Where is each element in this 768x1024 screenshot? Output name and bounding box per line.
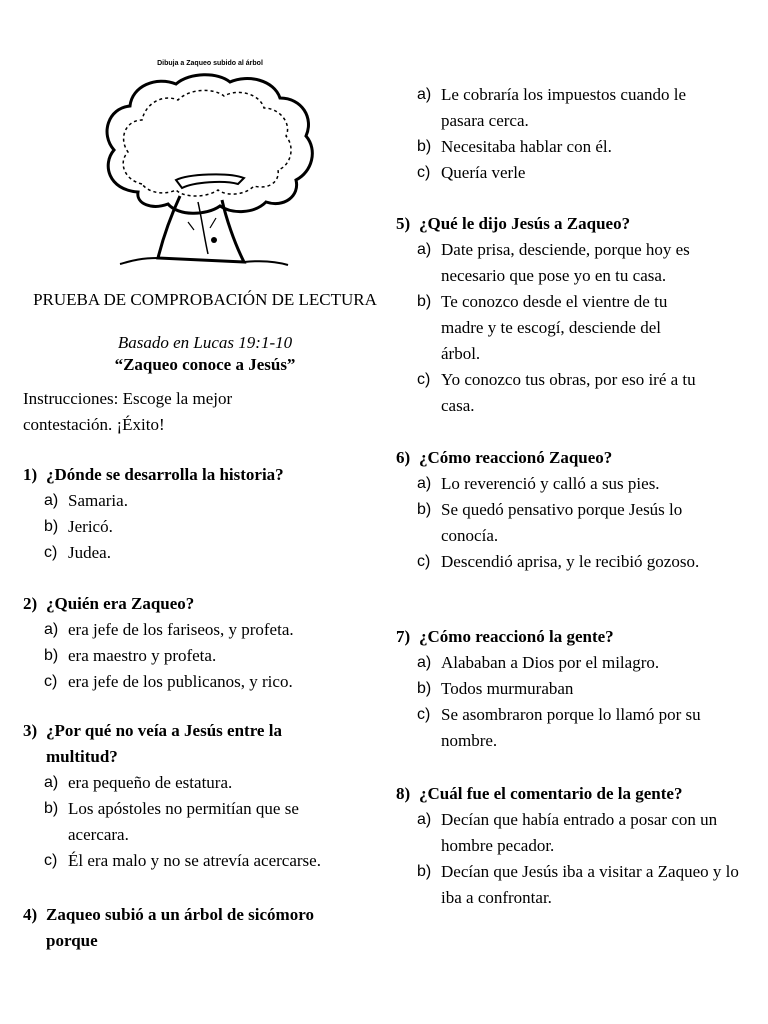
test-title: PRUEBA DE COMPROBACIÓN DE LECTURA <box>33 290 377 309</box>
drawing-caption: Dibuja a Zaqueo subido al árbol <box>157 60 263 67</box>
answer-option[interactable] <box>396 237 726 289</box>
answer-option[interactable] <box>23 643 353 669</box>
question-7 <box>396 624 726 754</box>
option-letter: b) <box>417 680 432 697</box>
story-title: “Zaqueo conoce a Jesús” <box>114 355 296 374</box>
answer-option[interactable] <box>23 796 358 848</box>
question-6 <box>396 445 726 575</box>
option-text: Se quedó pensativo porque Jesús lo conocía. <box>441 500 683 545</box>
option-text: Quería verle <box>441 163 526 182</box>
option-text: Samaria. <box>68 491 128 510</box>
question-text: ¿Cómo reaccionó Zaqueo? <box>419 448 613 467</box>
option-letter: c) <box>417 553 431 570</box>
option-text: era jefe de los fariseos, y profeta. <box>68 620 294 639</box>
question-text: ¿Qué le dijo Jesús a Zaqueo? <box>419 214 631 233</box>
question-text: ¿Dónde se desarrolla la historia? <box>46 465 284 484</box>
option-text: Los apóstoles no permitían que se acercara. <box>68 799 299 844</box>
question-number: 5) <box>396 214 411 233</box>
option-text: Le cobraría los impuestos cuando le pasara cerca. <box>441 85 687 130</box>
question-number: 1) <box>23 465 38 484</box>
answer-option[interactable] <box>396 549 701 575</box>
test-subtitle: Basado en Lucas 19:1-10 <box>117 333 293 352</box>
question-3 <box>23 718 323 874</box>
question-4 <box>23 902 353 954</box>
answer-option[interactable] <box>23 514 353 540</box>
option-letter: c) <box>44 852 58 869</box>
option-text: Te conozco desde el vientre de tu madre y te escogí, desciende del árbol. <box>441 292 668 363</box>
answer-option[interactable] <box>396 807 768 859</box>
question-2 <box>23 591 353 695</box>
option-letter: b) <box>417 501 432 518</box>
question-text: Zaqueo subió a un árbol de sicómoro porque <box>46 905 314 950</box>
question-text: ¿Cuál fue el comentario de la gente? <box>419 784 683 803</box>
answer-option[interactable] <box>396 134 736 160</box>
question-number: 7) <box>396 627 411 646</box>
question-number: 6) <box>396 448 411 467</box>
option-letter: a) <box>417 86 432 103</box>
option-letter: b) <box>44 647 59 664</box>
option-letter: c) <box>44 544 58 561</box>
option-text: Alababan a Dios por el milagro. <box>441 653 660 672</box>
answer-option[interactable] <box>23 617 353 643</box>
option-letter: b) <box>417 138 432 155</box>
question-1 <box>23 462 353 566</box>
answer-option[interactable] <box>396 702 741 754</box>
option-letter: a) <box>44 774 59 791</box>
option-letter: a) <box>417 654 432 671</box>
question-number: 2) <box>23 594 38 613</box>
option-text: Jericó. <box>68 517 113 536</box>
answer-option[interactable] <box>396 676 726 702</box>
option-letter: a) <box>417 475 432 492</box>
answer-option[interactable] <box>396 497 741 549</box>
answer-option[interactable] <box>23 770 323 796</box>
option-letter: b) <box>44 518 59 535</box>
option-letter: b) <box>417 293 432 310</box>
option-text: era pequeño de estatura. <box>68 773 233 792</box>
answer-option[interactable] <box>23 488 353 514</box>
option-text: Judea. <box>68 543 111 562</box>
option-text: Decían que había entrado a posar con un hombre pecador. <box>441 810 718 855</box>
option-text: Yo conozco tus obras, por eso iré a tu casa. <box>441 370 696 415</box>
option-text: Todos murmuraban <box>441 679 574 698</box>
option-letter: b) <box>417 863 432 880</box>
answer-option[interactable] <box>23 669 353 695</box>
answer-option[interactable] <box>396 367 721 419</box>
answer-option[interactable] <box>396 160 736 186</box>
answer-option[interactable] <box>23 540 353 566</box>
tree-illustration <box>98 72 320 266</box>
option-letter: c) <box>417 706 431 723</box>
option-text: Lo reverenció y calló a sus pies. <box>441 474 660 493</box>
instructions: Instrucciones: Escoge la mejor contestación. ¡Éxito! <box>23 389 233 434</box>
answer-option[interactable] <box>396 82 726 134</box>
question-text: ¿Quién era Zaqueo? <box>46 594 195 613</box>
option-letter: a) <box>417 241 432 258</box>
question-text: ¿Cómo reaccionó la gente? <box>419 627 614 646</box>
option-letter: a) <box>44 621 59 638</box>
question-4-continued <box>396 82 736 186</box>
question-5 <box>396 211 726 419</box>
option-text: Descendió aprisa, y le recibió gozoso. <box>441 552 700 571</box>
option-text: Él era malo y no se atrevía acercarse. <box>68 851 321 870</box>
option-text: Decían que Jesús iba a visitar a Zaqueo y lo iba a confrontar. <box>441 862 739 907</box>
answer-option[interactable] <box>396 859 741 911</box>
question-number: 4) <box>23 905 38 924</box>
question-number: 8) <box>396 784 411 803</box>
question-number: 3) <box>23 721 38 740</box>
option-letter: c) <box>44 673 58 690</box>
option-text: Date prisa, desciende, porque hoy es necesario que pose yo en tu casa. <box>441 240 690 285</box>
option-text: Se asombraron porque lo llamó por su nombre. <box>441 705 701 750</box>
option-text: Necesitaba hablar con él. <box>441 137 612 156</box>
answer-option[interactable] <box>396 289 701 367</box>
question-8 <box>396 781 739 911</box>
option-letter: c) <box>417 164 431 181</box>
option-text: era maestro y profeta. <box>68 646 217 665</box>
answer-option[interactable] <box>396 650 726 676</box>
option-letter: a) <box>44 492 59 509</box>
option-letter: b) <box>44 800 59 817</box>
option-text: era jefe de los publicanos, y rico. <box>68 672 293 691</box>
option-letter: c) <box>417 371 431 388</box>
option-letter: a) <box>417 811 432 828</box>
answer-option[interactable] <box>396 471 726 497</box>
question-text: ¿Por qué no veía a Jesús entre la multitud? <box>46 721 282 766</box>
answer-option[interactable] <box>23 848 408 874</box>
